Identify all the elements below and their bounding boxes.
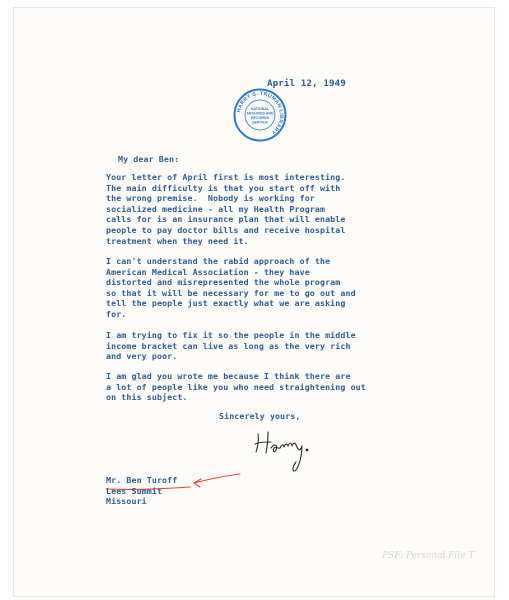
- closing: Sincerely yours,: [219, 411, 301, 421]
- paragraph-line: socialized medicine - all my Health Program: [106, 203, 326, 214]
- salutation: My dear Ben:: [118, 154, 180, 164]
- addressee-state: Missouri: [106, 496, 147, 507]
- paragraph-line: treatment when they need it.: [106, 235, 249, 246]
- paragraph-2: [106, 256, 436, 320]
- paragraph-line: The main difficulty is that you start off with: [106, 182, 341, 193]
- paragraph-line: Your letter of April first is most interesting.: [106, 172, 346, 182]
- svg-text:SERVICE: SERVICE: [252, 120, 268, 125]
- paragraph-1: [106, 172, 436, 246]
- svg-text:HARRY S. TRUMAN LIBRARY: HARRY S. TRUMAN LIBRARY: [236, 90, 285, 135]
- paragraph-line: for.: [106, 308, 127, 319]
- pencil-file-note: PSF: Personal File T: [382, 551, 475, 561]
- paragraph-line: I am trying to fix it so the people in the middle: [106, 330, 356, 340]
- paragraph-line: income bracket can live as long as the very rich: [106, 340, 351, 351]
- svg-text:ARCHIVES AND: ARCHIVES AND: [246, 111, 274, 116]
- paragraph-line: and very poor.: [106, 351, 178, 362]
- paragraph-line: the wrong premise. Nobody is working for: [106, 193, 315, 204]
- paragraph-3: [106, 330, 436, 362]
- letter-date: April 12, 1949: [267, 78, 346, 89]
- paragraph-line: distorted and misrepresented the whole program: [106, 277, 341, 288]
- paragraph-line: on this subject.: [106, 392, 188, 403]
- paragraph-line: I can't understand the rabid approach of the: [106, 256, 331, 266]
- paragraph-line: people to pay doctor bills and receive hospital: [106, 224, 346, 235]
- paragraph-line: I am glad you wrote me because I think there are: [106, 371, 351, 381]
- handwritten-signature: [250, 426, 330, 474]
- svg-text:RECORDS: RECORDS: [251, 116, 269, 120]
- svg-text:NATIONAL: NATIONAL: [250, 107, 270, 111]
- addressee-city: Lees Summit: [106, 485, 163, 496]
- paragraph-line: American Medical Association - they have: [106, 266, 310, 277]
- addressee-block: [106, 475, 177, 507]
- paragraph-line: tell the people just exactly what we are asking: [106, 298, 346, 309]
- addressee-name: Mr. Ben Turoff: [106, 475, 178, 485]
- paragraph-4: [106, 371, 436, 403]
- archive-stamp: [233, 88, 287, 142]
- paragraph-line: a lot of people like you who need straightening out: [106, 381, 366, 392]
- paragraph-line: so that it will be necessary for me to go out and: [106, 287, 356, 298]
- paragraph-line: calls for is an insurance plan that will enable: [106, 214, 346, 225]
